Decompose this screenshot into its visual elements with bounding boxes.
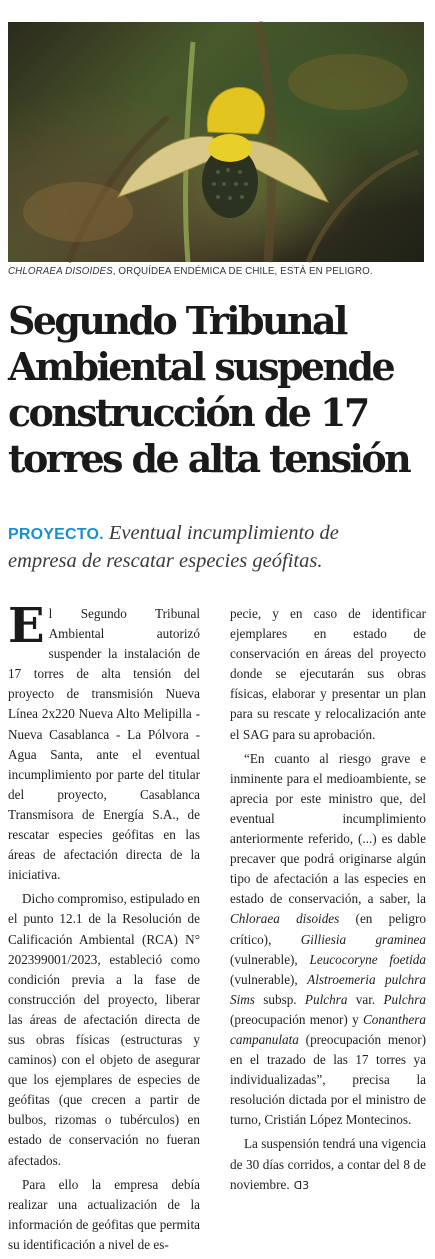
orchid-photo <box>8 22 424 262</box>
caption-text: , ORQUÍDEA ENDÉMICA DE CHILE, ESTÁ EN PELIGRO. <box>112 266 373 277</box>
body-column-right <box>230 604 426 1200</box>
headline <box>8 298 428 482</box>
quote-paragraph <box>230 749 426 1131</box>
species-name: Chloraea disoides <box>230 911 340 927</box>
quote-text: (preocupación menor) en el trazado de las 17 torres ya individualizadas”, precisa la resolución dictada por el ministro de turno, Cristián López Montecinos. <box>230 1031 426 1128</box>
kicker-text-line-1: Eventual incumplimiento de <box>108 522 339 544</box>
paragraph: Para ello la empresa debía realizar una actualización de la información de geófitas que permita su identificación a nivel de es- <box>8 1176 200 1252</box>
paragraph-text: La suspensión tendrá una vigencia de 30 días corridos, a contar del 8 de noviembre. <box>230 1136 426 1192</box>
paragraph: Dicho compromiso, estipulado en el punto 12.1 de la Resolución de Calificación Ambiental (RCA) N° 202399001/2023, estableció como condición previa a la fase de construcción del proyecto, liberar las áreas de afectación directa de sus obras físicas (estructuras y caminos) con el objeto de asegurar que los ejemplares de especies de geófitas (que crecen a partir de bulbos, rizomas o tubérculos) en estado de conservación no fueran afectados. <box>8 891 200 1168</box>
kicker-text-line-2: empresa de rescatar especies geófitas. <box>8 550 323 572</box>
species-name: Alstroemeria pulchra Sims <box>230 971 426 1007</box>
quote-text: var. <box>347 991 384 1007</box>
orchid-illustration <box>8 22 424 262</box>
drop-cap: E <box>8 598 45 654</box>
headline-line: Ambiental suspende <box>8 344 394 389</box>
species-name: Gilliesia graminea <box>300 931 426 947</box>
paragraph <box>230 1134 426 1195</box>
species-name: Conanthera campanulata <box>230 1011 426 1047</box>
species-name: Leucocoryne foetida <box>309 951 426 967</box>
quote-text: (vulnerable), <box>230 951 310 967</box>
kicker <box>8 520 428 575</box>
quote-text: (preocupación menor) y <box>230 1011 363 1027</box>
quote-text: (vulnerable), <box>230 971 308 987</box>
headline-line: Segundo Tribunal <box>8 298 346 343</box>
end-mark-icon: ᗡ3 <box>293 1178 310 1192</box>
quote-text: subsp. <box>254 991 305 1007</box>
paragraph: pecie, y en caso de identificar ejemplares en estado de conservación en áreas del proyecto donde se ejecutarán sus obras físicas, elaborar y presentar un plan para su rescate y relocalización ante el SAG para su aprobación. <box>230 606 426 742</box>
paragraph-text: l Segundo Tribunal Ambiental autorizó suspender la instalación de 17 torres de alta tensión del proyecto de transmisión Nueva Línea 2x220 Nueva Alto Melipilla - Nueva Casablanca - La Pólvora - Agua Santa, ante el eventual incumplimiento por parte del titular del proyecto, Casablanca Transmisora de Energía S.A., de rescatar especies geófitas en las áreas de afectación directa de la iniciativa. <box>8 606 200 883</box>
caption-species: CHLORAEA DISOIDES <box>8 266 113 277</box>
species-name: Pulchra <box>304 991 348 1007</box>
body-column-left <box>8 598 200 1259</box>
photo-caption <box>8 266 428 277</box>
quote-text: “En cuanto al riesgo grave e inminente para el medioambiente, se aprecia por este ministro que, del eventual incumplimiento anteriormente referido, (...) es dable precaver que podrá originarse algún tipo de afectación a las especies en estado de conservación, a saber, la <box>230 750 426 907</box>
headline-line: torres de alta tensión <box>8 436 410 481</box>
quote-text: (en peligro crítico), <box>230 911 426 947</box>
kicker-label: PROYECTO. <box>8 526 104 543</box>
headline-line: construcción de 17 <box>8 390 368 435</box>
species-name: Pulchra <box>383 991 426 1007</box>
paragraph <box>8 598 200 885</box>
